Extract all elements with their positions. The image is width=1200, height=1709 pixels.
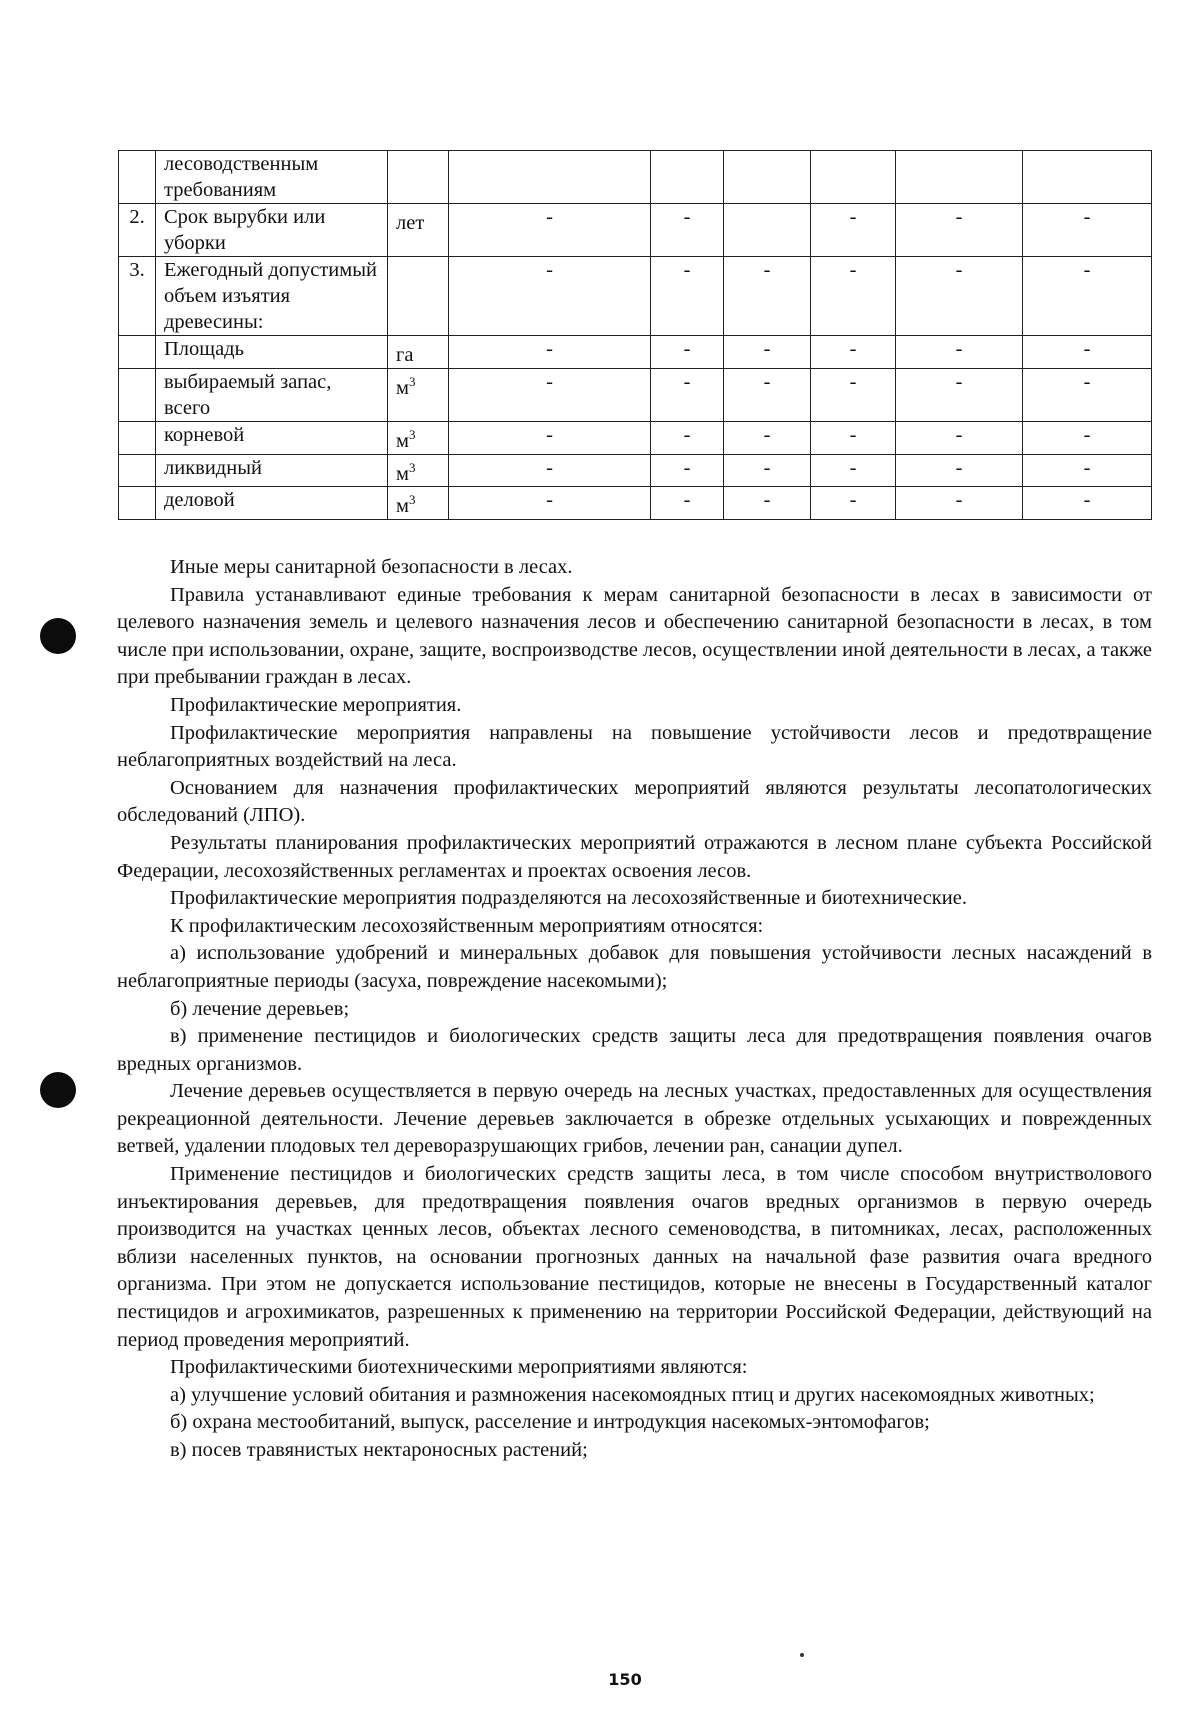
unit-cell — [388, 257, 449, 336]
paragraph: Профилактические мероприятия подразделяются на лесохозяйственные и биотехнические. — [170, 887, 967, 910]
value-cell — [449, 151, 651, 204]
paragraph: а) улучшение условий обитания и размножения насекомоядных птиц и других насекомоядных животных; — [170, 1383, 1095, 1406]
value-cell: - — [811, 336, 896, 369]
table-row — [119, 204, 1152, 257]
value-cell — [724, 151, 811, 204]
paragraph: Правила устанавливают единые требования к мерам санитарной безопасности в лесах в зависимости от целевого назначения земель и целевого назначения лесов и обеспечению санитарной безопасности в лесах, в том числе при использовании, охране, защите, воспроизводстве лесов, осуществлении иной деятельности в лесах, а также при пребывании граждан в лесах. — [117, 583, 1152, 689]
value-cell: - — [896, 204, 1023, 257]
row-number-cell — [119, 421, 156, 454]
unit-cell — [388, 204, 449, 257]
value-cell: - — [651, 454, 724, 487]
table-row — [119, 257, 1152, 336]
row-number-cell — [119, 336, 156, 369]
page-number: 150 — [608, 1670, 642, 1689]
value-cell: - — [1023, 204, 1152, 257]
unit-label: лет — [396, 211, 425, 234]
value-cell: - — [724, 257, 811, 336]
punch-hole-bottom — [40, 1072, 76, 1108]
value-cell: - — [449, 204, 651, 257]
paragraph: Профилактические мероприятия. — [170, 693, 462, 716]
paragraph: Профилактические мероприятия направлены на повышение устойчивости лесов и предотвращение неблагоприятных воздействий на леса. — [117, 721, 1152, 772]
paragraph: Результаты планирования профилактических мероприятий отражаются в лесном плане субъекта Российской Федерации, лесохозяйственных регламентах и проектах освоения лесов. — [117, 831, 1152, 882]
value-cell: - — [811, 368, 896, 421]
value-cell: - — [896, 421, 1023, 454]
paragraph: Профилактическими биотехническими мероприятиями являются: — [170, 1356, 748, 1379]
value-cell: - — [449, 421, 651, 454]
unit-exponent: 3 — [408, 426, 416, 442]
paragraph: К профилактическим лесохозяйственным мероприятиям относятся: — [170, 914, 764, 937]
unit-cell — [388, 454, 449, 487]
value-cell: - — [1023, 421, 1152, 454]
value-cell: - — [449, 336, 651, 369]
value-cell — [1023, 151, 1152, 204]
row-number-cell: 3. — [119, 257, 156, 336]
value-cell: - — [651, 421, 724, 454]
value-cell: - — [449, 257, 651, 336]
indicator-name-cell: корневой — [156, 421, 388, 454]
value-cell: - — [724, 421, 811, 454]
value-cell: - — [896, 454, 1023, 487]
unit-exponent: 3 — [408, 373, 416, 389]
value-cell: - — [1023, 368, 1152, 421]
unit-cell — [388, 151, 449, 204]
unit-label: м — [396, 495, 409, 518]
data-table — [118, 150, 1152, 520]
row-number-cell: 2. — [119, 204, 156, 257]
table-row — [119, 151, 1152, 204]
value-cell: - — [724, 336, 811, 369]
row-number-cell — [119, 151, 156, 204]
paragraph: б) охрана местообитаний, выпуск, расселение и интродукция насекомых-энтомофагов; — [170, 1411, 930, 1434]
value-cell: - — [896, 487, 1023, 520]
value-cell: - — [896, 368, 1023, 421]
unit-label: га — [396, 343, 414, 366]
value-cell — [896, 151, 1023, 204]
punch-hole-top — [40, 618, 76, 654]
row-number-cell — [119, 368, 156, 421]
indicator-name-cell: выбираемый запас, всего — [156, 368, 388, 421]
value-cell: - — [1023, 487, 1152, 520]
value-cell: - — [651, 204, 724, 257]
paragraph: Иные меры санитарной безопасности в лесах. — [170, 556, 573, 578]
table-row — [119, 336, 1152, 369]
table-row — [119, 487, 1152, 520]
indicator-name-cell: лесоводственным требованиям — [156, 151, 388, 204]
value-cell — [651, 151, 724, 204]
value-cell: - — [724, 487, 811, 520]
body-text — [117, 554, 1152, 1465]
unit-cell — [388, 336, 449, 369]
value-cell: - — [1023, 257, 1152, 336]
indicator-name-cell: ликвидный — [156, 454, 388, 487]
indicator-name-cell: Срок вырубки или уборки — [156, 204, 388, 257]
value-cell: - — [811, 204, 896, 257]
value-cell: - — [449, 454, 651, 487]
unit-label: м — [396, 376, 409, 399]
value-cell: - — [811, 487, 896, 520]
unit-cell — [388, 368, 449, 421]
paragraph: Лечение деревьев осуществляется в первую очередь на лесных участках, предоставленных для осуществления рекреационной деятельности. Лечение деревьев заключается в обрезке отдельных усыхающих и поврежденных ветвей, удалении плодовых тел дереворазрушающих грибов, лечении ран, санации дупел. — [117, 1080, 1152, 1158]
table-row — [119, 454, 1152, 487]
table-row — [119, 421, 1152, 454]
unit-exponent: 3 — [408, 492, 416, 508]
paragraph: б) лечение деревьев; — [170, 997, 350, 1020]
value-cell: - — [811, 421, 896, 454]
paragraph: а) использование удобрений и минеральных добавок для повышения устойчивости лесных насаждений в неблагоприятные периоды (засуха, повреждение насекомыми); — [117, 942, 1152, 992]
table-row — [119, 368, 1152, 421]
value-cell: - — [1023, 454, 1152, 487]
value-cell: - — [651, 257, 724, 336]
value-cell — [811, 151, 896, 204]
value-cell: - — [449, 368, 651, 421]
paragraph: в) посев травянистых нектароносных растений; — [170, 1439, 588, 1461]
indicator-name-cell: деловой — [156, 487, 388, 520]
value-cell: - — [651, 487, 724, 520]
paragraph: Применение пестицидов и биологических средств защиты леса, в том числе способом внутристволового инъектирования деревьев, для предотвращения появления очагов вредных организмов в первую очередь производится на участках ценных лесов, объектах лесного семеноводства, в питомниках, лесах, расположенных вблизи населенных пунктов, на основании прогнозных данных на начальной фазе развития очага вредного организма. При этом не допускается использование пестицидов, которые не внесены в Государственный каталог пестицидов и агрохимикатов, разрешенных к применению на территории Российской Федерации, действующий на период проведения мероприятий. — [117, 1163, 1152, 1351]
indicator-name-cell: Ежегодный допустимый объем изъятия древесины: — [156, 257, 388, 336]
value-cell: - — [651, 336, 724, 369]
value-cell — [724, 204, 811, 257]
unit-label: м — [396, 462, 409, 485]
row-number-cell — [119, 487, 156, 520]
value-cell: - — [724, 368, 811, 421]
paragraph: в) применение пестицидов и биологических средств защиты леса для предотвращения появления очагов вредных организмов. — [117, 1025, 1152, 1075]
value-cell: - — [651, 368, 724, 421]
unit-label: м — [396, 429, 409, 452]
value-cell: - — [896, 257, 1023, 336]
unit-cell — [388, 487, 449, 520]
unit-cell — [388, 421, 449, 454]
value-cell: - — [449, 487, 651, 520]
value-cell: - — [1023, 336, 1152, 369]
value-cell: - — [724, 454, 811, 487]
row-number-cell — [119, 454, 156, 487]
value-cell: - — [811, 257, 896, 336]
unit-exponent: 3 — [408, 459, 416, 475]
value-cell: - — [896, 336, 1023, 369]
value-cell: - — [811, 454, 896, 487]
indicator-name-cell: Площадь — [156, 336, 388, 369]
paragraph: Основанием для назначения профилактических мероприятий являются результаты лесопатологических обследований (ЛПО). — [117, 776, 1152, 827]
